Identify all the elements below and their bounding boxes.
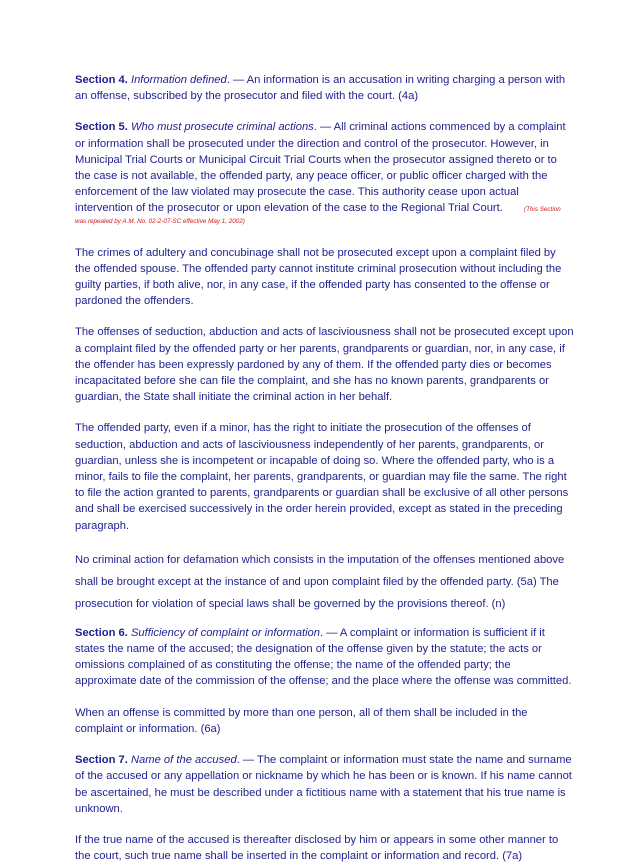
repeal-note-end: was repealed by A.M. No. 02-2-07-SC effective May 1, 2002) — [75, 217, 245, 225]
section-6-label: Section 6. — [75, 626, 128, 639]
section-5-text: . — All criminal actions commenced by a complaint or information shall be prosecuted under the direction and control of the prosecutor. However, in Municipal Trial Courts or Municipal Circuit Trial Courts when the prosecutor assigned thereto or to the case is not available, the offended party, any peace officer, or public officer charged with the enforcement of the law violated may prosecute the case. This authority cease upon actual intervention of the prosecutor or upon elevation of the case to the Regional Trial Court. — [75, 121, 566, 215]
section-5 — [75, 119, 574, 225]
section-7 — [75, 752, 574, 817]
section-4-title: Information defined — [130, 74, 227, 86]
section-7-title: Name of the accused — [130, 754, 237, 767]
section-6-text: . — A complaint or information is sufficient if it states the name of the accused; the designation of the offense given by the statute; the acts or omissions complained of as constituting the offense; the name of the offended party; the approximate date of the commission of the offense; and the place where the offense was committed. — [75, 626, 572, 688]
paragraph-defamation: No criminal action for defamation which consists in the imputation of the offenses mentioned above shall be brought except at the instance of and upon complaint filed by the offended party. (5a) The prosecution for violation of special laws shall be governed by the provisions thereof. (n) — [75, 553, 565, 610]
section-7-text: . — The complaint or information must state the name and surname of the accused or any appellation or nickname by which he has been or is known. If his name cannot be ascertained, he must be described under a fictitious name with a statement that his true name is unknown. — [75, 754, 572, 815]
section-4-text: . — An information is an accusation in writing charging a person with an offense, subscribed by the prosecutor and filed with the court. (4a) — [75, 74, 566, 103]
section-7-label: Section 7. — [75, 754, 128, 767]
paragraph-minor: The offended party, even if a minor, has the right to initiate the prosecution of the offenses of seduction, abduction and acts of lasciviousness independently of her parents, grandparents, or guardian, unless she is incompetent or incapable of doing so. Where the offended party, who is a minor, fails to file the complaint, her parents, grandparents, or guardian may file the same. The right to file the action granted to parents, grandparents or guardian shall be exclusive of all other persons and shall be exercised successively in the order herein provided, except as stated in the preceding paragraph. — [75, 422, 569, 532]
section-6 — [75, 625, 574, 690]
paragraph-more-than-one: When an offense is committed by more than one person, all of them shall be included in the complaint or information. (6a) — [75, 706, 528, 735]
section-5-title: Who must prosecute criminal actions — [130, 121, 314, 134]
section-5-label: Section 5. — [75, 121, 128, 134]
section-4-label: Section 4. — [75, 74, 128, 86]
paragraph-adultery: The crimes of adultery and concubinage shall not be prosecuted except upon a complaint filed by the offended spouse. The offended party cannot institute criminal prosecution without including the guilty parties, if both alive, nor, in any case, if the offended party has consented to the offense or pardoned the offenders. — [75, 246, 562, 308]
repeal-note-start: (This Section — [523, 206, 561, 214]
section-6-title: Sufficiency of complaint or information — [130, 626, 320, 639]
paragraph-seduction: The offenses of seduction, abduction and acts of lasciviousness shall not be prosecuted except upon a complaint filed by the offended party or her parents, grandparents or guardian, nor, in any case, if the offender has been expressly pardoned by any of them. If the offended party dies or becomes incapacitated before she can file the complaint, and she has no known parents, grandparents or guardian, the State shall initiate the criminal action in her behalf. — [75, 326, 574, 404]
paragraph-true-name: If the true name of the accused is thereafter disclosed by him or appears in some other manner to the court, such true name shall be inserted in the complaint or information and record. (7a) — [75, 833, 559, 863]
section-4 — [75, 72, 574, 104]
